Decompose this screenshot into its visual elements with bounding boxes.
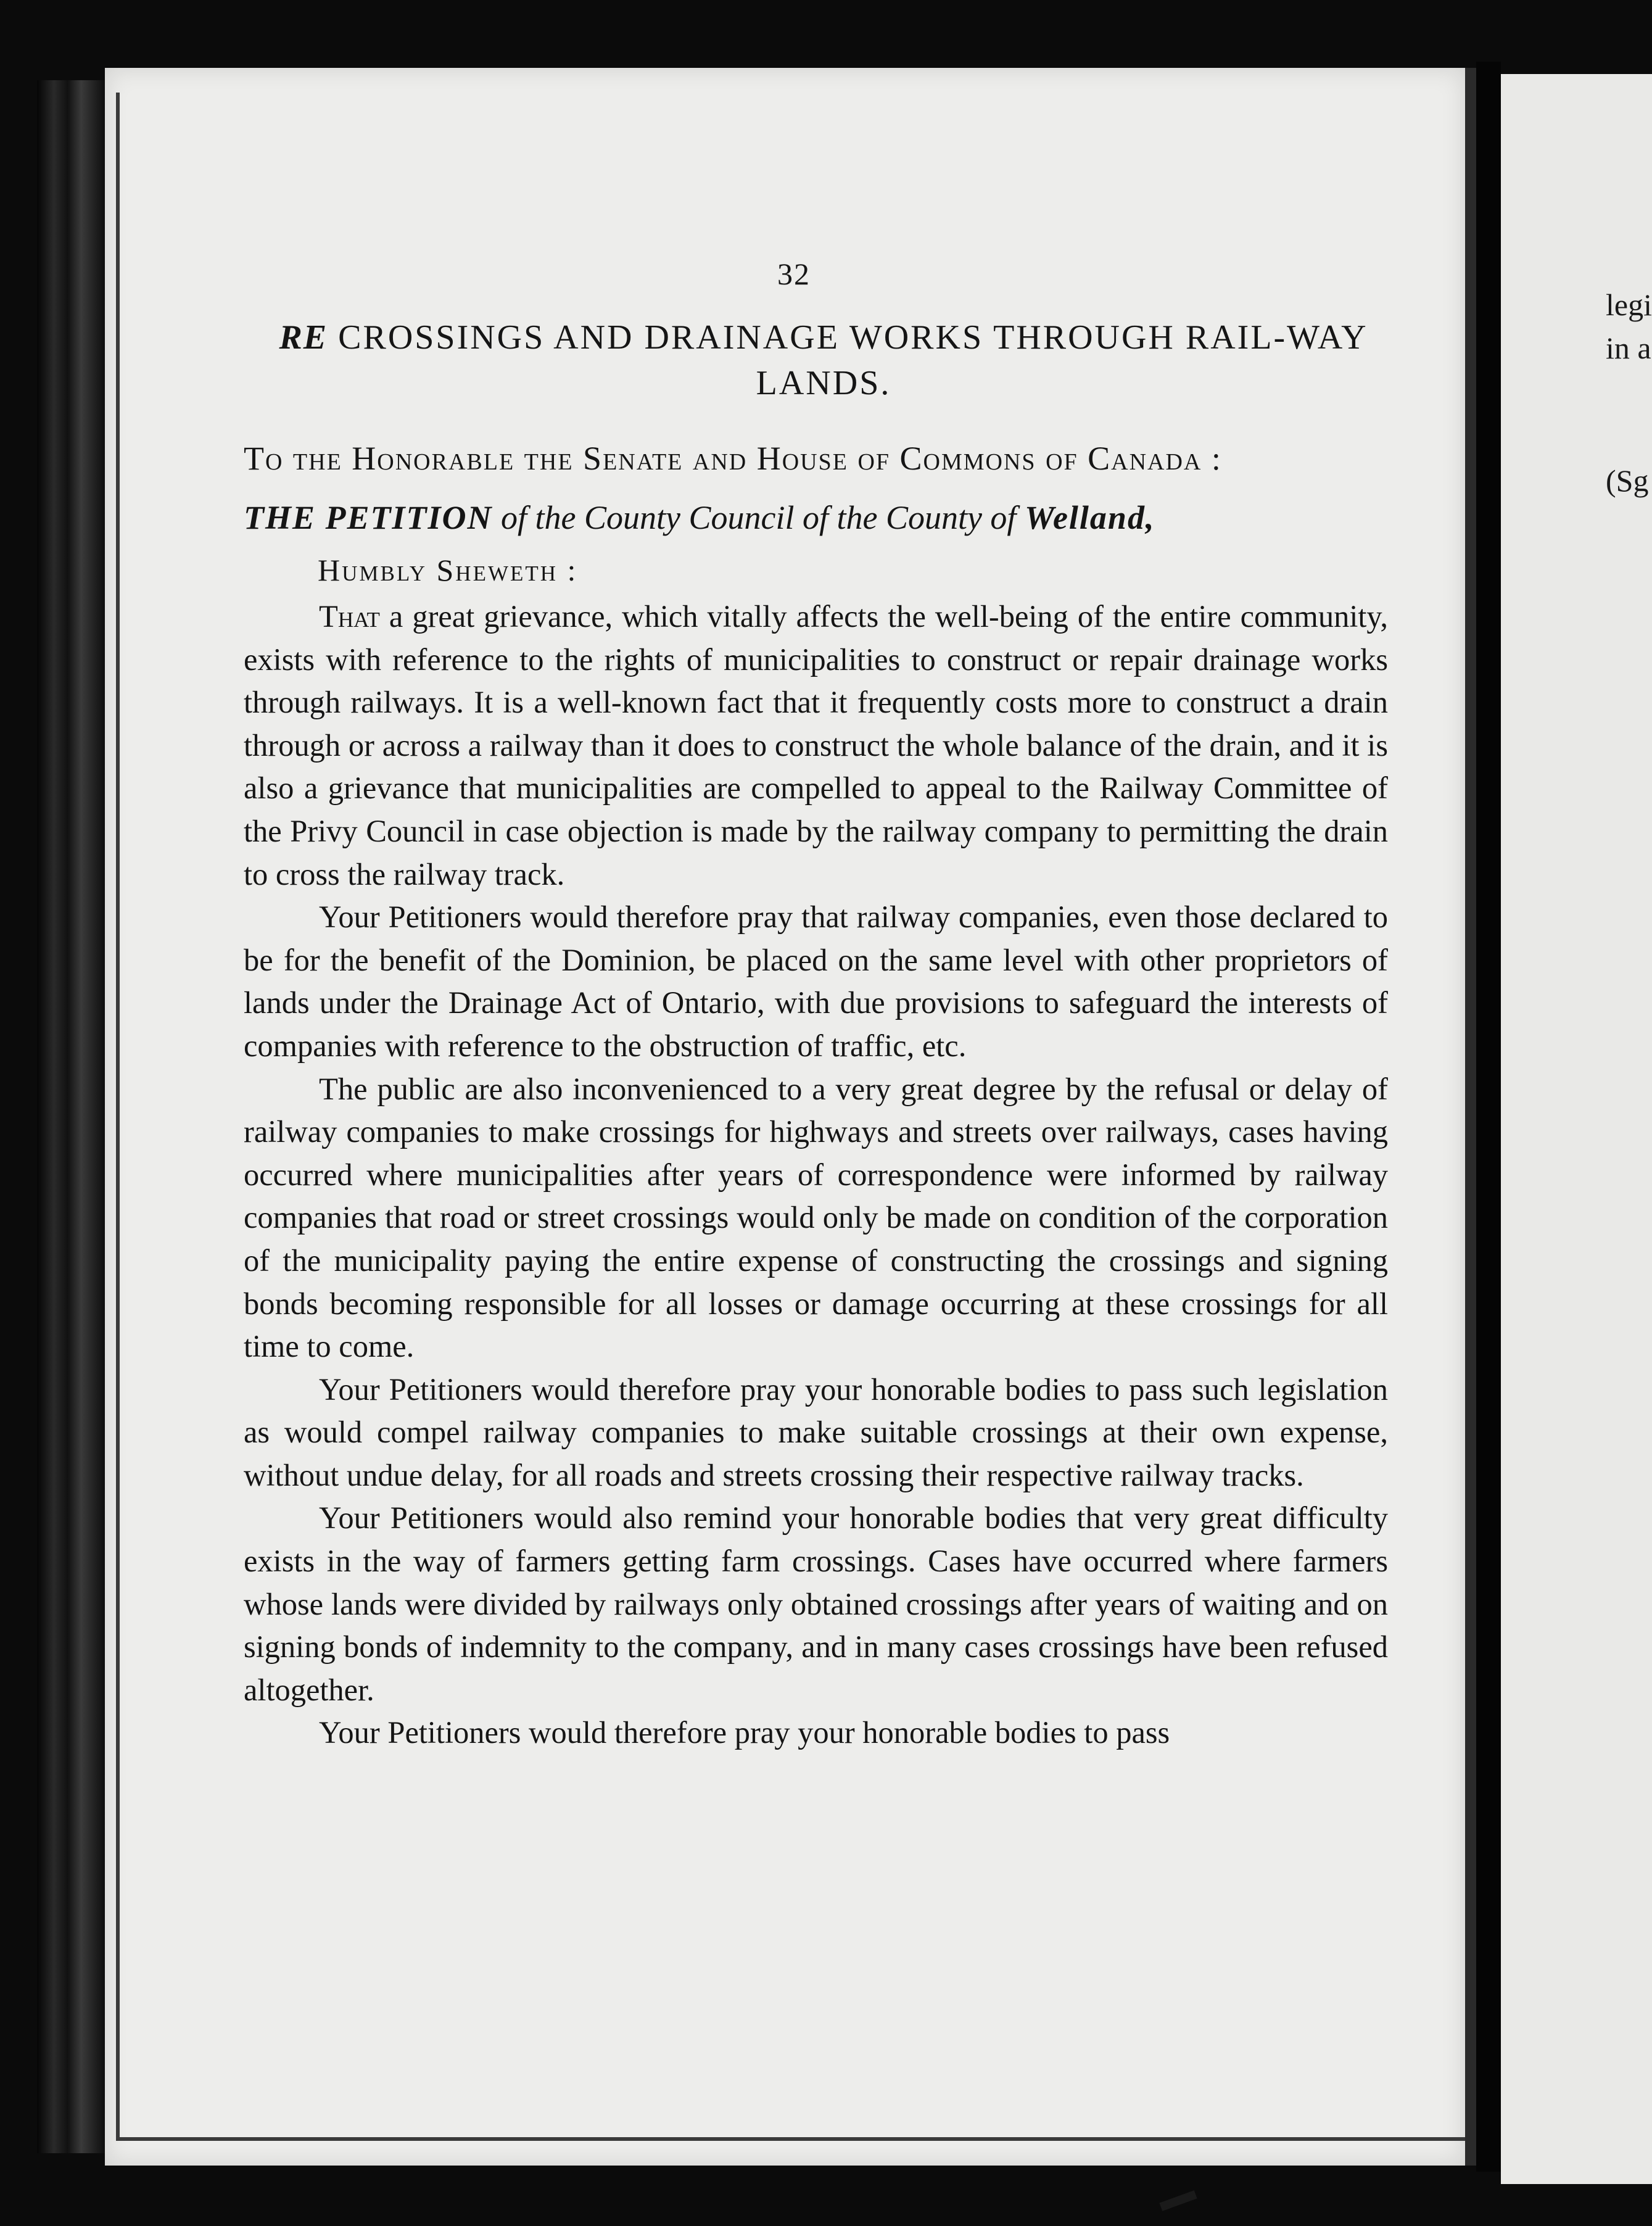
- salutation: Humbly Sheweth :: [318, 553, 578, 587]
- paragraph-text: a great grievance, which vitally affects the well-being of the entire community, exists with reference to the rights of municipalities to construct or repair drainage works through railways. It is a well-known fact that it frequently costs more to construct a drain through or across a railway than it does to construct the whole balance of the drain, and it is also a grievance that municipalities are compelled to appeal to the Railway Committee of the Privy Council in case objection is made by the railway company to permitting the drain to cross the railway track.: [244, 599, 1388, 892]
- title-main: CROSSINGS AND DRAINAGE WORKS THROUGH RAIL-WAY LANDS.: [338, 318, 1368, 402]
- petition-body: [244, 595, 1388, 1755]
- section-title: [247, 315, 1400, 406]
- page-edge-line-bottom: [120, 2137, 1465, 2141]
- address-line: To the Honorable the Senate and House of Commons of Canada :: [244, 440, 1222, 477]
- left-binding-edge: [37, 80, 105, 2153]
- page-edge-line-left: [116, 93, 120, 2141]
- page-number: 32: [777, 257, 811, 291]
- paragraph: Your Petitioners would therefore pray your honorable bodies to pass: [319, 1715, 1170, 1750]
- title-prefix: RE: [279, 318, 328, 357]
- paragraph: Your Petitioners would therefore pray that railway companies, even those declared to be for the benefit of the Dominion, be placed on the same level with other proprietors of lands under the Drainage Act of Ontario, with due provisions to safeguard the interests of companies with reference to the obstruction of traffic, etc.: [244, 900, 1388, 1063]
- facing-page: [1501, 74, 1652, 2184]
- petition-county: Welland,: [1024, 499, 1155, 536]
- petition-label: THE PETITION: [244, 499, 493, 536]
- petition-rest: of the County Council of the County of: [501, 499, 1017, 536]
- facing-page-fragment: legi: [1606, 288, 1652, 322]
- paragraph: Your Petitioners would therefore pray your honorable bodies to pass such legislation as would compel railway companies to make suitable crossings at their own expense, without undue delay, for all roads and streets crossing their respective railway tracks.: [244, 1372, 1388, 1492]
- paragraph: [244, 595, 1388, 896]
- book-gutter: [1476, 62, 1501, 2172]
- petition-heading: [244, 499, 1155, 537]
- facing-page-fragment: in a: [1606, 331, 1651, 365]
- facing-page-fragment: (Sg: [1606, 463, 1649, 498]
- paragraph: The public are also inconvenienced to a very great degree by the refusal or delay of railway companies to make crossings for highways and streets over railways, cases having occurred where municipalities after years of correspondence were informed by railway companies that road or street crossings would only be made on condition of the corporation of the municipality paying the entire expense of constructing the crossings and signing bonds becoming responsible for all losses or damage occurring at these crossings for all time to come.: [244, 1071, 1388, 1364]
- paragraph: Your Petitioners would also remind your honorable bodies that very great difficulty exists in the way of farmers getting farm crossings. Cases have occurred where farmers whose lands were divided by railways only obtained crossings after years of waiting and on signing bonds of indemnity to the company, and in many cases crossings have been refused altogether.: [244, 1500, 1388, 1707]
- paragraph-lead: That: [319, 599, 380, 634]
- scan-artifact-mark: [1159, 2190, 1197, 2211]
